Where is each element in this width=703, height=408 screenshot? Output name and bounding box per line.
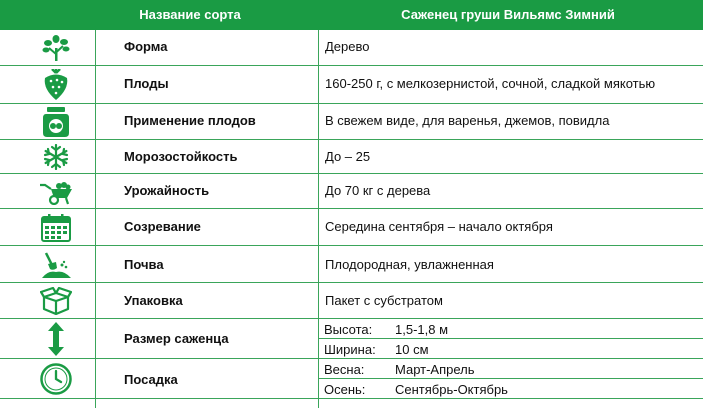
sub-row-autumn [318, 379, 703, 399]
row-value-yield: До 70 кг с дерева [325, 183, 431, 198]
row-value-fruit-use: В свежем виде, для варенья, джемов, повидла [325, 113, 610, 128]
tree-icon [36, 30, 76, 66]
header-variety-name: Название сорта [139, 7, 241, 22]
row-label-planting: Посадка [124, 372, 178, 387]
jam-jar-icon [36, 104, 76, 140]
vertical-arrow-icon [36, 319, 76, 359]
height-value: 1,5-1,8 м [395, 322, 449, 337]
table-row [0, 209, 703, 246]
row-label-form: Форма [124, 39, 168, 54]
snowflake-icon [36, 140, 76, 174]
row-value-fruits: 160-250 г, с мелкозернистой, сочной, сладкой мякотью [325, 76, 656, 91]
width-value: 10 см [395, 342, 429, 357]
calendar-icon [36, 209, 76, 246]
row-label-ripening: Созревание [124, 219, 201, 234]
spring-label: Весна: [324, 362, 365, 377]
spring-value: Март-Апрель [395, 362, 475, 377]
autumn-value: Сентябрь-Октябрь [395, 382, 508, 397]
row-value-soil: Плодородная, увлажненная [325, 257, 494, 272]
row-label-frost: Морозостойкость [124, 149, 238, 164]
header-product-name: Саженец груши Вильямс Зимний [401, 7, 615, 22]
wheelbarrow-icon [36, 174, 76, 209]
table-row [0, 66, 703, 104]
row-value-frost: До – 25 [325, 149, 371, 164]
table-row [0, 246, 703, 283]
row-label-packaging: Упаковка [124, 293, 183, 308]
table-row [0, 140, 703, 174]
box-icon [36, 283, 76, 319]
row-label-soil: Почва [124, 257, 164, 272]
sub-row-spring [318, 359, 703, 379]
row-label-fruit-use: Применение плодов [124, 113, 256, 128]
width-label: Ширина: [324, 342, 376, 357]
row-label-yield: Урожайность [124, 183, 210, 198]
table-header [0, 0, 703, 30]
sub-row-width [318, 339, 703, 359]
table-row [0, 283, 703, 319]
row-label-fruits: Плоды [124, 76, 169, 91]
row-label-seedling-size: Размер саженца [124, 331, 229, 346]
clock-icon [36, 359, 76, 399]
height-label: Высота: [324, 322, 373, 337]
autumn-label: Осень: [324, 382, 366, 397]
strawberry-icon [36, 66, 76, 104]
row-value-ripening: Середина сентября – начало октября [325, 219, 553, 234]
row-value-packaging: Пакет с субстратом [325, 293, 443, 308]
table-row [0, 104, 703, 140]
row-value-form: Дерево [325, 39, 370, 54]
shovel-soil-icon [36, 246, 76, 283]
sub-row-height [318, 319, 703, 339]
table-row [0, 30, 703, 66]
table-row [0, 174, 703, 209]
